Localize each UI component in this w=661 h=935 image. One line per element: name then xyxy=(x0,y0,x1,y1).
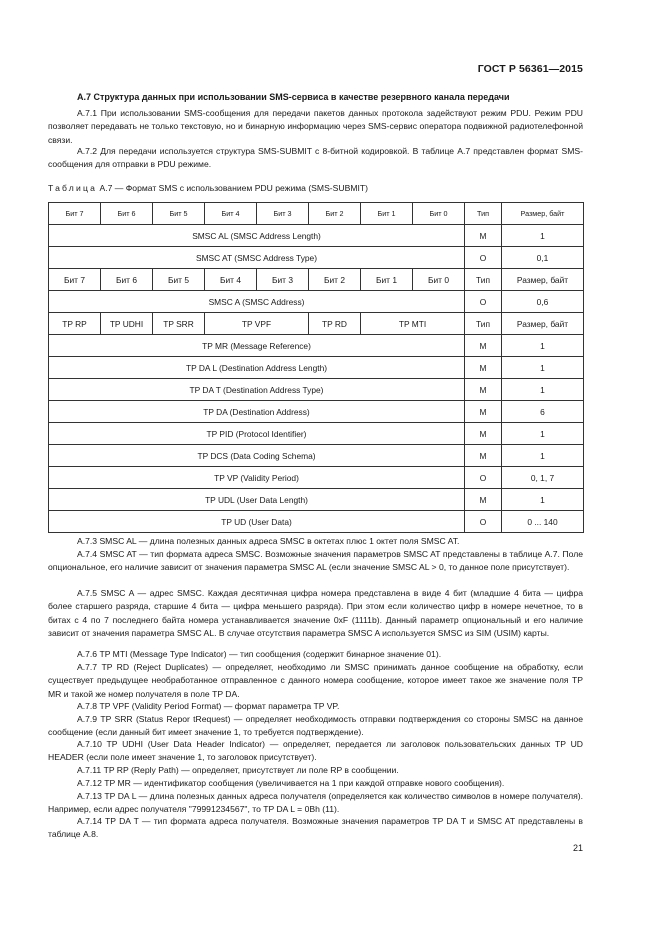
size-cell: 1 xyxy=(502,225,584,247)
header-cell: Бит 4 xyxy=(205,203,257,225)
type-cell: O xyxy=(465,467,502,489)
table-caption-text: А.7 — Формат SMS с использованием PDU режима (SMS-SUBMIT) xyxy=(99,183,368,193)
table-row xyxy=(49,357,584,379)
paragraph-a710 xyxy=(48,738,583,765)
field-cell: SMSC A (SMSC Address) xyxy=(49,291,465,313)
bit-cell: Бит 0 xyxy=(413,269,465,291)
header-cell: Бит 3 xyxy=(257,203,309,225)
header-cell: Бит 6 xyxy=(101,203,153,225)
paragraph-a73 xyxy=(48,535,583,548)
paragraph-a76-text: А.7.6 TP MTI (Message Type Indicator) — тип сообщения (содержит бинарное значение 01). xyxy=(77,649,442,659)
type-cell: M xyxy=(465,489,502,511)
table-row xyxy=(49,379,584,401)
field-cell: TP DA (Destination Address) xyxy=(49,401,465,423)
bit-cell: Тип xyxy=(465,269,502,291)
field-cell: SMSC AL (SMSC Address Length) xyxy=(49,225,465,247)
type-cell: M xyxy=(465,445,502,467)
type-cell: O xyxy=(465,291,502,313)
field-cell: TP DA T (Destination Address Type) xyxy=(49,379,465,401)
table-row xyxy=(49,511,584,533)
header-cell: Тип xyxy=(465,203,502,225)
bit-cell: Бит 7 xyxy=(49,269,101,291)
bit-cell: Бит 6 xyxy=(101,269,153,291)
table-row xyxy=(49,467,584,489)
table-row xyxy=(49,247,584,269)
table-caption xyxy=(48,183,368,193)
paragraph-a714-text: А.7.14 TP DA T — тип формата адреса получателя. Возможные значения параметров TP DA T и SMSC AT представлены в таблице А.8. xyxy=(48,816,583,840)
header-cell: Бит 1 xyxy=(361,203,413,225)
type-cell: M xyxy=(465,423,502,445)
paragraph-a713-text: А.7.13 TP DA L — длина полезных данных адреса получателя (определяется как количество символов в номере получателя). Например, если адрес получателя "79991234567", то TP DA L = 0Bh (11). xyxy=(48,791,583,815)
paragraph-a75 xyxy=(48,587,583,641)
flag-cell-tp-udhi: TP UDHI xyxy=(101,313,153,335)
paragraph-a711 xyxy=(48,764,583,777)
field-cell: SMSC AT (SMSC Address Type) xyxy=(49,247,465,269)
table-header-row xyxy=(49,203,584,225)
paragraph-a77 xyxy=(48,661,583,701)
paragraph-a712 xyxy=(48,777,583,790)
field-cell: TP UD (User Data) xyxy=(49,511,465,533)
field-cell: TP UDL (User Data Length) xyxy=(49,489,465,511)
paragraph-a78 xyxy=(48,700,583,713)
paragraph-a711-text: А.7.11 TP RP (Reply Path) — определяет, присутствует ли поле RP в сообщении. xyxy=(77,765,399,775)
paragraph-a712-text: А.7.12 TP MR — идентификатор сообщения (увеличивается на 1 при каждой отправке нового сообщения). xyxy=(77,778,505,788)
paragraph-a72-text: А.7.2 Для передачи используется структура SMS-SUBMIT с 8-битной кодировкой. В таблице А.7 представлен формат SMS-сообщения для отправки в PDU режиме. xyxy=(48,146,583,170)
field-cell: TP VP (Validity Period) xyxy=(49,467,465,489)
table-row xyxy=(49,335,584,357)
paragraph-a74 xyxy=(48,548,583,575)
bit-cell: Бит 2 xyxy=(309,269,361,291)
type-cell: M xyxy=(465,225,502,247)
size-cell: 6 xyxy=(502,401,584,423)
document-code: ГОСТ Р 56361—2015 xyxy=(477,63,583,75)
size-cell: 0, 1, 7 xyxy=(502,467,584,489)
table-bits-row xyxy=(49,269,584,291)
bit-cell: Бит 1 xyxy=(361,269,413,291)
table-row xyxy=(49,401,584,423)
type-cell: O xyxy=(465,511,502,533)
paragraph-a75-text: А.7.5 SMSC A — адрес SMSC. Каждая десятичная цифра номера представлена в виде 4 бит (младшие 4 бита — цифра более старшего разряда, старшие 4 бита — цифра меньшего разряда). При этом если количество цифр в номере нечетное, то в битах с 4 по 7 последнего байта номера устанавливается значение 0xF (1111b). Данный параметр опциональный и его наличие зависит от значения параметра SMSC AL. В случае отсутствия параметра SMSC A используется SMSC из SIM (USIM) карты. xyxy=(48,588,583,639)
flag-cell-tp-mti: TP MTI xyxy=(361,313,465,335)
size-cell: 1 xyxy=(502,335,584,357)
paragraph-a73-text: А.7.3 SMSC AL — длина полезных данных адреса SMSC в октетах плюс 1 октет поля SMSC AT. xyxy=(77,536,460,546)
paragraph-a714 xyxy=(48,815,583,842)
header-cell: Бит 5 xyxy=(153,203,205,225)
size-cell: 0,6 xyxy=(502,291,584,313)
header-cell: Размер, байт xyxy=(502,203,584,225)
page-number: 21 xyxy=(572,843,583,853)
flag-cell-tp-vpf: TP VPF xyxy=(205,313,309,335)
paragraph-a72 xyxy=(48,145,583,172)
table-row xyxy=(49,291,584,313)
size-cell: 1 xyxy=(502,489,584,511)
header-cell: Бит 7 xyxy=(49,203,101,225)
table-flags-row xyxy=(49,313,584,335)
type-cell: M xyxy=(465,357,502,379)
type-cell: O xyxy=(465,247,502,269)
table-row xyxy=(49,445,584,467)
flag-cell-tp-rd: TP RD xyxy=(309,313,361,335)
table-row xyxy=(49,489,584,511)
paragraph-a78-text: А.7.8 TP VPF (Validity Period Format) — формат параметра TP VP. xyxy=(77,701,340,711)
header-cell: Бит 0 xyxy=(413,203,465,225)
field-cell: TP PID (Protocol Identifier) xyxy=(49,423,465,445)
size-cell: 1 xyxy=(502,445,584,467)
size-cell: 0,1 xyxy=(502,247,584,269)
table-row xyxy=(49,225,584,247)
table-row xyxy=(49,423,584,445)
section-title: А.7 Структура данных при использовании SMS-сервиса в качестве резервного канала передачи xyxy=(77,92,510,102)
size-cell: 1 xyxy=(502,423,584,445)
paragraph-a77-text: А.7.7 TP RD (Reject Duplicates) — определяет, необходимо ли SMSC принимать данное сообщение на обработку, если существует предыдущее необработанное отправленное с данного номера сообщение, которое имеет такое же значение поля TP MR и такой же номер получателя в поле TP DA. xyxy=(48,662,583,699)
type-cell: Тип xyxy=(465,313,502,335)
field-cell: TP DA L (Destination Address Length) xyxy=(49,357,465,379)
bit-cell: Бит 4 xyxy=(205,269,257,291)
paragraph-a71 xyxy=(48,107,583,147)
size-cell: 1 xyxy=(502,357,584,379)
bit-cell: Бит 5 xyxy=(153,269,205,291)
paragraph-a710-text: А.7.10 TP UDHI (User Data Header Indicator) — определяет, передается ли заголовок пользовательских данных TP UD HEADER (если поле имеет значение 1, то заголовок присутствует). xyxy=(48,739,583,763)
sms-format-table xyxy=(48,202,584,533)
size-cell: 0 ... 140 xyxy=(502,511,584,533)
size-cell: Размер, байт xyxy=(502,313,584,335)
bit-cell: Размер, байт xyxy=(502,269,584,291)
paragraph-a76 xyxy=(48,648,583,661)
paragraph-a79 xyxy=(48,713,583,740)
field-cell: TP MR (Message Reference) xyxy=(49,335,465,357)
type-cell: M xyxy=(465,401,502,423)
paragraph-a71-text: А.7.1 При использовании SMS-сообщения для передачи пакетов данных протокола задействуют режим PDU. Режим PDU позволяет передавать не только текстовую, но и бинарную информацию через SMS-сервис оператора подвижной радиотелефонной связи. xyxy=(48,108,583,145)
table-caption-prefix: Таблица xyxy=(48,183,98,193)
paragraph-a713 xyxy=(48,790,583,817)
flag-cell-tp-rp: TP RP xyxy=(49,313,101,335)
bit-cell: Бит 3 xyxy=(257,269,309,291)
paragraph-a79-text: А.7.9 TP SRR (Status Repor tRequest) — определяет необходимость отправки подтверждения со стороны SMSC на данное сообщение (если данный бит имеет значение 1, то требуется подтверждение). xyxy=(48,714,583,738)
paragraph-a74-text: А.7.4 SMSC AT — тип формата адреса SMSC. Возможные значения параметров SMSC AT представлены в таблице А.7. Поле опциональное, его наличие зависит от значения параметра SMSC AL (если значение SMSC AL > 0, то данное поле присутствует). xyxy=(48,549,583,573)
size-cell: 1 xyxy=(502,379,584,401)
type-cell: M xyxy=(465,335,502,357)
field-cell: TP DCS (Data Coding Schema) xyxy=(49,445,465,467)
type-cell: M xyxy=(465,379,502,401)
header-cell: Бит 2 xyxy=(309,203,361,225)
flag-cell-tp-srr: TP SRR xyxy=(153,313,205,335)
